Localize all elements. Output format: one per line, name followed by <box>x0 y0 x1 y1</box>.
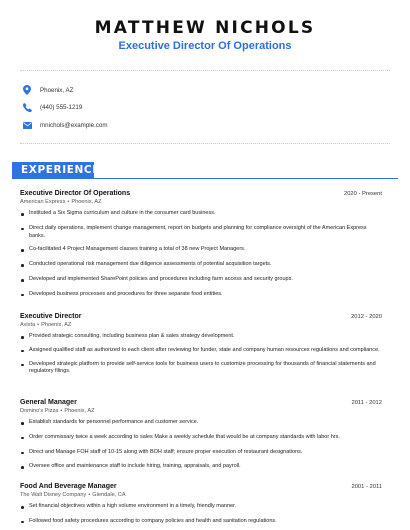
contact-phone <box>22 101 82 113</box>
job-bullets <box>20 503 382 526</box>
resume-title: Executive Director Of Operations <box>118 40 292 52</box>
list-item: Developed business processes and procedures for three separate food entities. <box>20 291 382 299</box>
list-item: Instituted a Six Sigma curriculum and culture in the consumer card business. <box>20 210 382 218</box>
job-company: American Express <box>20 199 66 205</box>
list-item: Co-facilitated 4 Project Management classes training a total of 38 new Project Managers. <box>20 246 382 254</box>
list-item: Conducted operational risk management due diligence assessments of potential acquisition targets. <box>20 261 382 269</box>
list-item: Developed strategic platform to provide self-service tools for business users to customize processing for thousands of financial statements and regulatory filings. <box>20 361 382 377</box>
job-location: Phoenix, AZ <box>41 322 72 328</box>
list-item: Developed and implemented SharePoint policies and procedures including farm access and security groups. <box>20 276 382 284</box>
job-header <box>20 483 382 490</box>
job-entry <box>20 313 382 376</box>
list-item: Followed food safety procedures according to company policies and health and sanitation regulations. <box>20 518 382 526</box>
job-company-line: Avista • Phoenix, AZ <box>20 322 72 328</box>
job-location: Glendale, CA <box>92 492 126 498</box>
job-dates: 2001 - 2011 <box>351 484 382 490</box>
list-item: Direct and Manage FOH staff of 10-15 along with BOH staff; ensure proper execution of restaurant designations. <box>20 449 382 457</box>
job-title: General Manager <box>20 399 77 406</box>
job-company-line: American Express • Phoenix, AZ <box>20 199 102 205</box>
job-company-line: Domino's Pizza • Phoenix, AZ <box>20 408 95 414</box>
list-item: Direct daily operations, implement change management, report on budgets and planning for compliance oversight of the American Express banks. <box>20 225 382 241</box>
list-item: Set financial objectives within a high volume environment in a timely, friendly manner. <box>20 503 382 511</box>
phone-icon <box>22 102 32 112</box>
location-pin-icon <box>22 85 32 95</box>
job-location: Phoenix, AZ <box>64 408 95 414</box>
list-item: Oversee office and maintenance staff to include hiring, training, appraisals, and payroll. <box>20 463 382 471</box>
list-item: Provided strategic consulting, including business plan & sales strategy development. <box>20 333 382 341</box>
job-header <box>20 190 382 197</box>
job-title: Executive Director <box>20 313 82 320</box>
list-item: Assigned qualified staff as authorized to each client after reviewing for funder, state and company human resources regulations and compliance. <box>20 347 382 355</box>
contact-email-text: mnichols@example.com <box>40 121 108 129</box>
contact-email <box>22 119 108 131</box>
job-header <box>20 399 382 406</box>
list-item: Order commissary twice a week according to sales Make a weekly schedule that would be at company standards with labor hrs. <box>20 434 382 442</box>
job-entry <box>20 399 382 471</box>
resume-name: MATTHEW NICHOLS <box>94 18 316 38</box>
job-title: Executive Director Of Operations <box>20 190 131 197</box>
job-dates: 2020 - Present <box>343 191 382 197</box>
divider <box>20 143 390 144</box>
job-dates: 2011 - 2012 <box>351 400 382 406</box>
envelope-icon <box>22 120 32 130</box>
list-item: Establish standards for personnel performance and customer service. <box>20 419 382 427</box>
job-header <box>20 313 382 320</box>
job-bullets <box>20 210 382 299</box>
contact-location <box>22 84 73 96</box>
contact-phone-text: (440) 555-1219 <box>40 103 83 111</box>
section-heading-experience: EXPERIENCE <box>12 162 94 179</box>
job-company: Domino's Pizza <box>20 408 59 414</box>
contact-location-text: Phoenix, AZ <box>40 86 74 94</box>
job-dates: 2012 - 2020 <box>351 314 382 320</box>
section-rule <box>94 178 398 179</box>
job-bullets <box>20 333 382 376</box>
job-company: Avista <box>20 322 36 328</box>
job-company: The Walt Disney Company <box>20 492 87 498</box>
job-entry <box>20 190 382 299</box>
job-bullets <box>20 419 382 471</box>
divider <box>20 70 390 71</box>
job-title: Food And Beverage Manager <box>20 483 117 490</box>
job-company-line: The Walt Disney Company • Glendale, CA <box>20 492 126 498</box>
job-entry <box>20 483 382 526</box>
job-location: Phoenix, AZ <box>71 199 102 205</box>
